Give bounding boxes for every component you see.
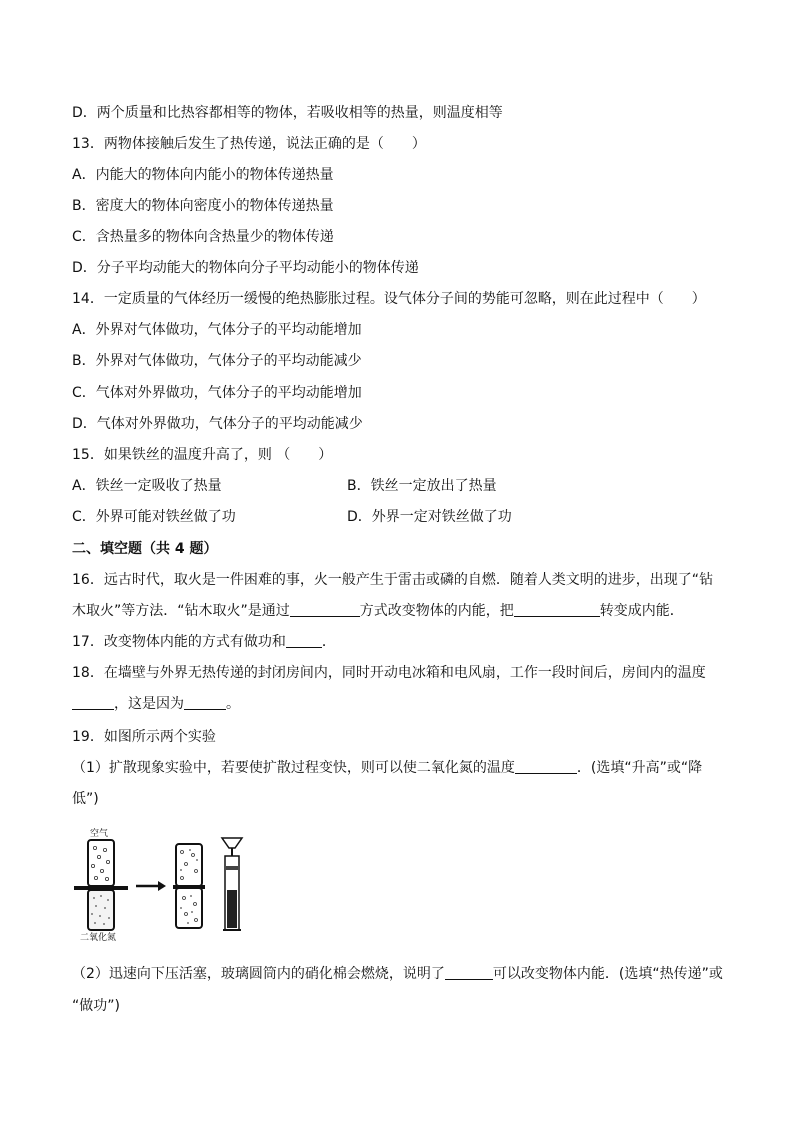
- piston: [226, 866, 238, 870]
- q14-option-d: D．气体对外界做功，气体分子的平均动能减少: [72, 416, 363, 432]
- arrow-head: [158, 881, 166, 891]
- q19-part1-text-a: （1）扩散现象实验中，若要使扩散过程变快，则可以使二氧化氮的温度: [72, 760, 515, 776]
- q18-blank-1[interactable]: [72, 695, 114, 710]
- q19-part1-blank[interactable]: [515, 759, 577, 774]
- q17-blank[interactable]: [286, 633, 322, 648]
- q14-option-c: C．气体对外界做功，气体分子的平均动能增加: [72, 385, 362, 401]
- q13-option-b: B．密度大的物体向密度小的物体传递热量: [72, 198, 334, 214]
- q15-options-row1: [72, 476, 222, 496]
- diffusion-compression-figure: [72, 826, 262, 944]
- experiment-diagram: [72, 826, 262, 944]
- q12-option-d: D．两个质量和比热容都相等的物体，若吸收相等的热量，则温度相等: [72, 105, 503, 121]
- q19-part2-line1: [72, 964, 723, 984]
- figure-label-air: 空气: [90, 829, 109, 839]
- q17-text-b: ．: [321, 634, 336, 650]
- q19-part1-line2: 低”): [72, 791, 99, 807]
- q16-blank-1[interactable]: [290, 602, 360, 617]
- q19-part2-text-a: （2）迅速向下压活塞，玻璃圆筒内的硝化棉会燃烧，说明了: [72, 966, 445, 982]
- q13-stem: 13．两物体接触后发生了热传递，说法正确的是（ ）: [72, 136, 426, 152]
- nitrocellulose: [227, 890, 237, 928]
- q19-part2-line2: “做功”): [72, 998, 120, 1014]
- q18-line1: 18．在墙壁与外界无热传递的封闭房间内，同时开动电冰箱和电风扇，工作一段时间后，房间内的温度: [72, 665, 706, 681]
- q19-part1-line1: [72, 758, 702, 778]
- q14-option-b: B．外界对气体做功，气体分子的平均动能减少: [72, 353, 362, 369]
- q19-stem: 19．如图所示两个实验: [72, 729, 216, 745]
- q18-text-a: ，这是因为: [114, 696, 184, 712]
- q18-line2: [72, 694, 240, 714]
- q13-option-c: C．含热量多的物体向含热量少的物体传递: [72, 229, 334, 245]
- right-upper-bottle: [176, 844, 202, 886]
- q16-text-c: 转变成内能．: [599, 603, 684, 619]
- right-bottle-junction: [173, 885, 205, 889]
- q14-option-a: A．外界对气体做功，气体分子的平均动能增加: [72, 322, 362, 338]
- q15-option-a: A．铁丝一定吸收了热量: [72, 478, 222, 494]
- q16-line1: 16．远古时代，取火是一件困难的事，火一般产生于雷击或磷的自燃．随着人类文明的进步，出现了“钻: [72, 572, 714, 588]
- q17-line: [72, 632, 336, 652]
- q15-option-c: C．外界可能对铁丝做了功: [72, 509, 236, 525]
- q15-option-b: B．铁丝一定放出了热量: [347, 478, 497, 494]
- right-lower-bottle: [176, 888, 202, 928]
- q13-option-a: A．内能大的物体向内能小的物体传递热量: [72, 167, 334, 183]
- q19-part2-text-b: 可以改变物体内能．(选填“热传递”或: [492, 966, 723, 982]
- q16-text-a: 木取火”等方法．“钻木取火”是通过: [72, 603, 290, 619]
- q18-text-b: 。: [226, 696, 240, 712]
- q15-option-d: D．外界一定对铁丝做了功: [347, 509, 512, 525]
- q14-stem: 14．一定质量的气体经历一缓慢的绝热膨胀过程。设气体分子间的势能可忽略，则在此过程中（ ）: [72, 291, 706, 307]
- figure-label-no2: 二氧化氮: [80, 933, 117, 943]
- q16-text-b: 方式改变物体的内能，把: [359, 603, 514, 619]
- q16-line2: [72, 601, 684, 621]
- left-upper-bottle: [88, 840, 114, 886]
- q19-part2-blank[interactable]: [445, 965, 493, 980]
- q13-option-d: D．分子平均动能大的物体向分子平均动能小的物体传递: [72, 260, 419, 276]
- q15-stem: 15．如果铁丝的温度升高了，则 （ ）: [72, 447, 333, 463]
- q17-text-a: 17．改变物体内能的方式有做功和: [72, 634, 286, 650]
- q16-blank-2[interactable]: [514, 602, 600, 617]
- piston-handle: [222, 838, 242, 848]
- q19-part1-text-b: ．(选填“升高”或“降: [576, 760, 703, 776]
- q18-blank-2[interactable]: [184, 695, 226, 710]
- section-heading-fill-in: 二、填空题（共 4 题）: [72, 541, 218, 557]
